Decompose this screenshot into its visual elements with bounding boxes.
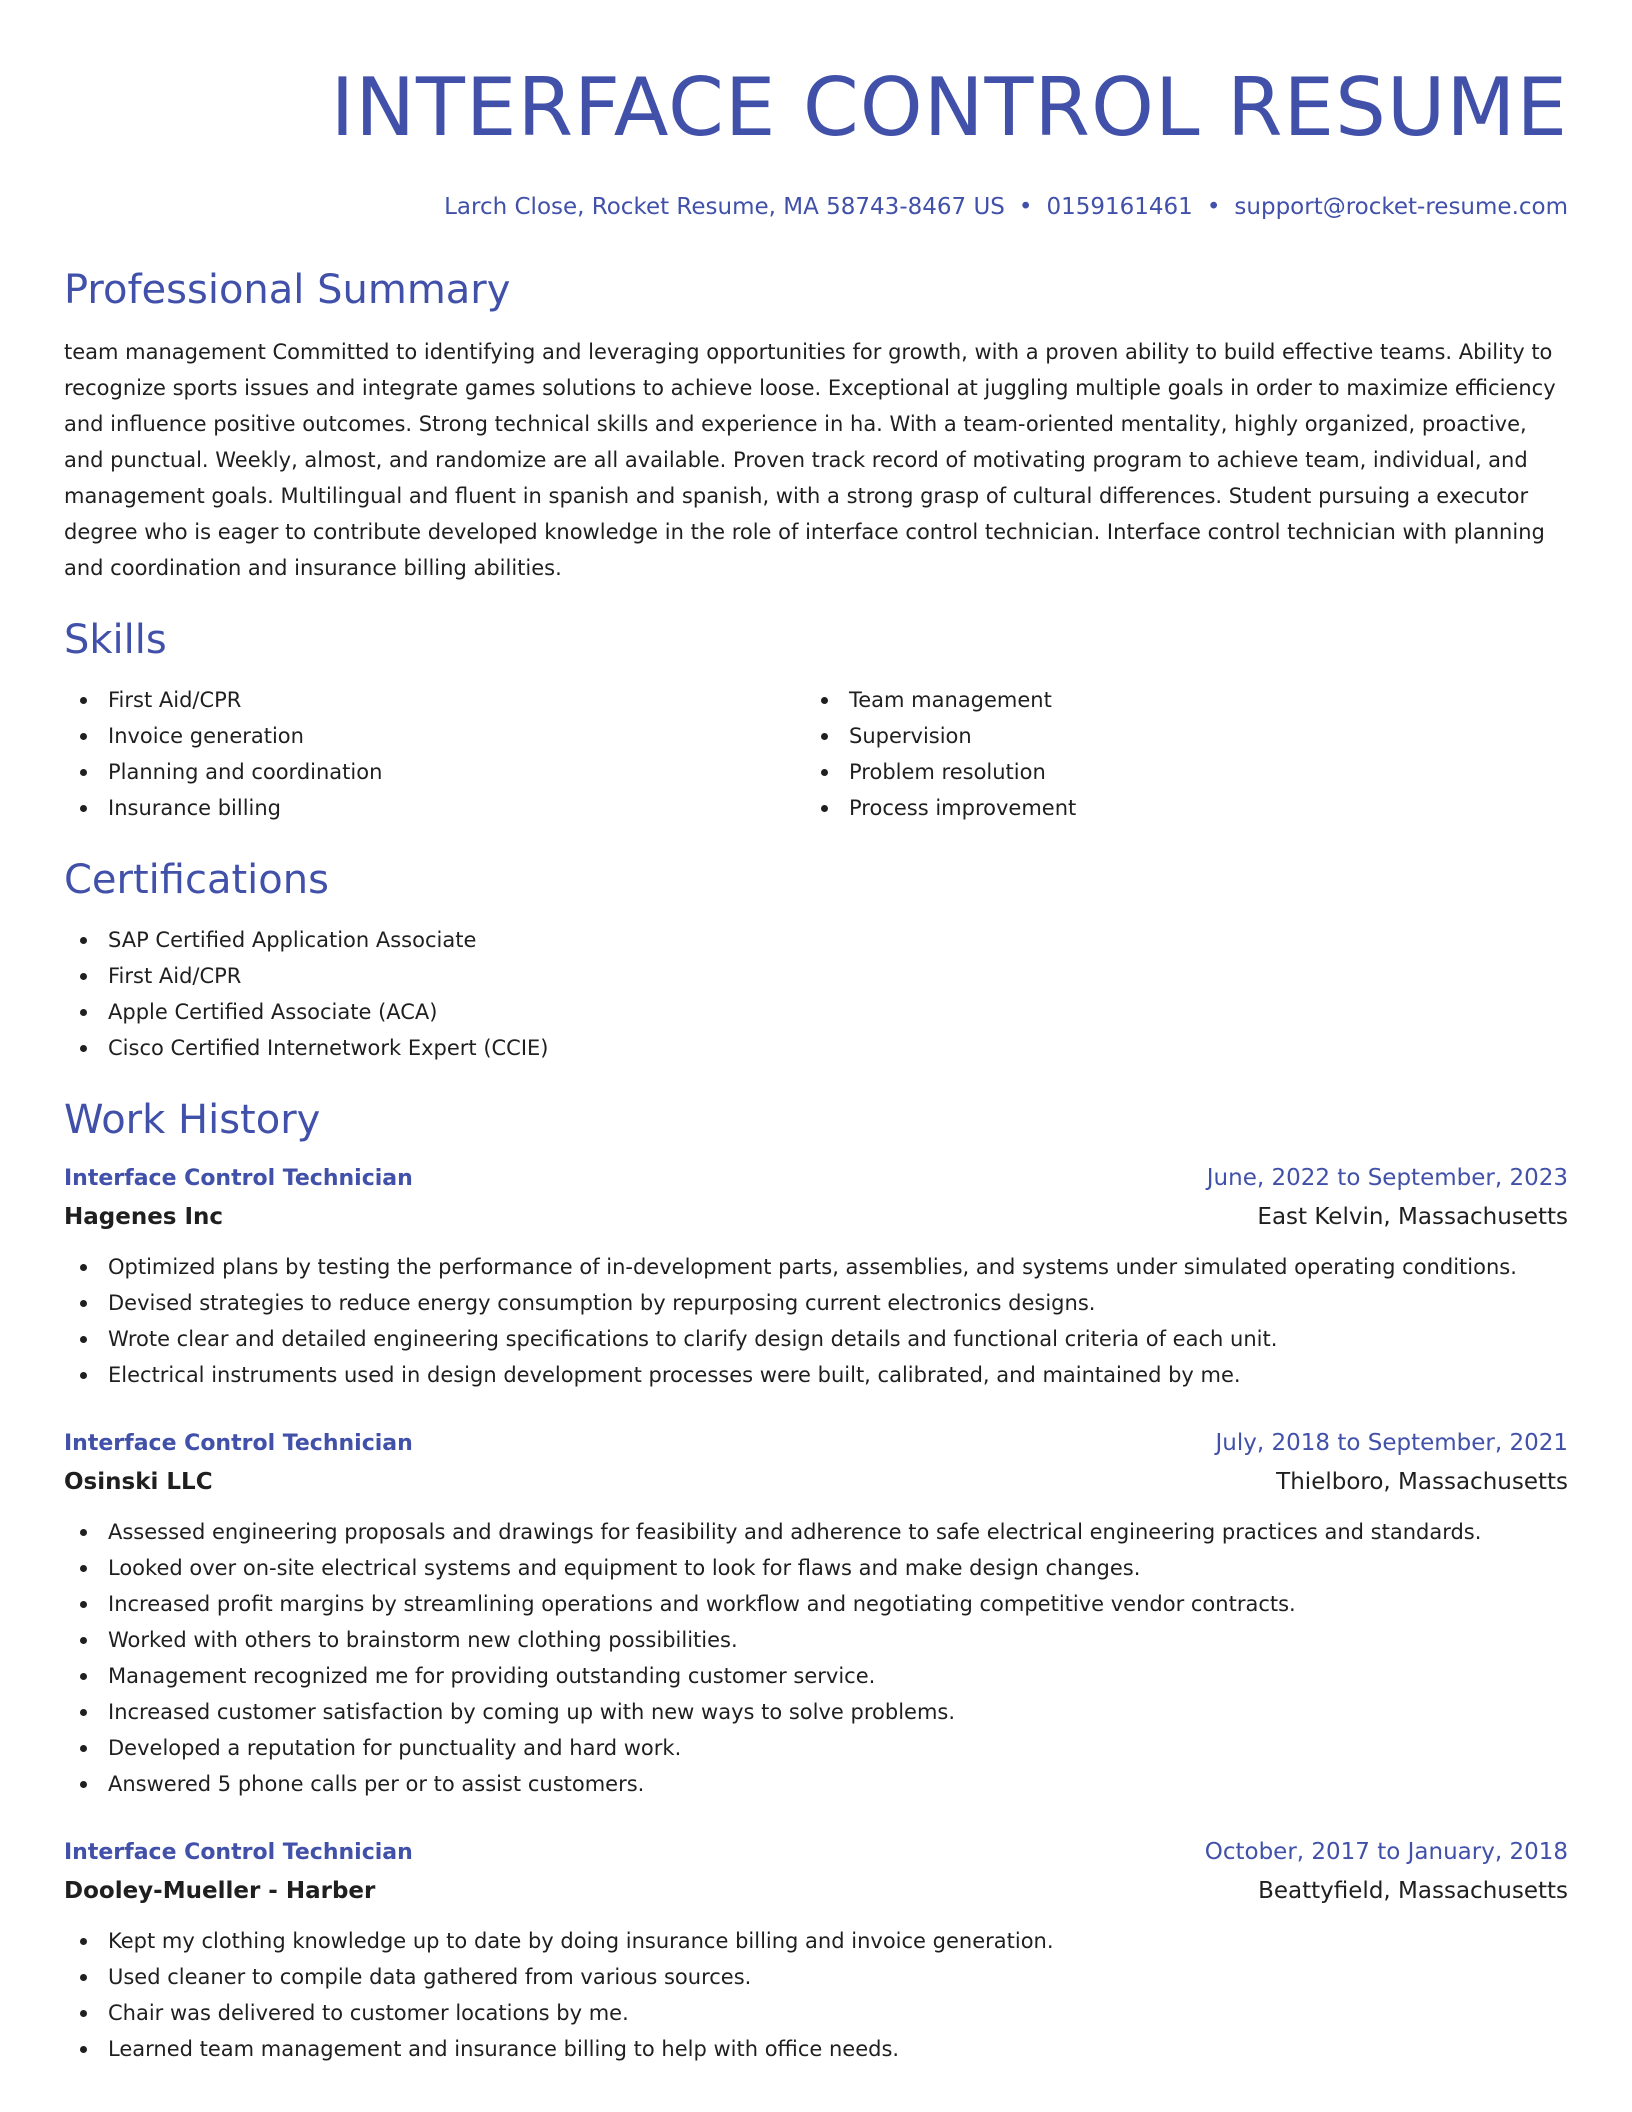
job-duty: Devised strategies to reduce energy consumption by repurposing current electronics designs. bbox=[64, 1285, 1568, 1321]
job-duty: Wrote clear and detailed engineering specifications to clarify design details and functional criteria of each unit. bbox=[64, 1321, 1568, 1357]
job-duty: Kept my clothing knowledge up to date by doing insurance billing and invoice generation. bbox=[64, 1923, 1568, 1959]
skill-item: Planning and coordination bbox=[64, 754, 805, 790]
skills-column-right bbox=[805, 682, 1546, 826]
contact-line bbox=[64, 192, 1568, 222]
job-dates: July, 2018 to September, 2021 bbox=[1215, 1430, 1568, 1456]
job-duty: Electrical instruments used in design development processes were built, calibrated, and maintained by me. bbox=[64, 1357, 1568, 1393]
job-dates: October, 2017 to January, 2018 bbox=[1204, 1839, 1568, 1865]
skill-item: Insurance billing bbox=[64, 790, 805, 826]
job-duty: Learned team management and insurance billing to help with office needs. bbox=[64, 2031, 1568, 2067]
job-duty: Increased customer satisfaction by coming up with new ways to solve problems. bbox=[64, 1694, 1568, 1730]
job-header-row bbox=[64, 1834, 1568, 1871]
job-duties-list bbox=[64, 1249, 1568, 1393]
contact-separator: • bbox=[1018, 194, 1033, 220]
job-duty: Answered 5 phone calls per or to assist customers. bbox=[64, 1766, 1568, 1802]
contact-email[interactable]: support@rocket-resume.com bbox=[1234, 194, 1568, 220]
job-duty: Looked over on-site electrical systems and equipment to look for flaws and make design changes. bbox=[64, 1550, 1568, 1586]
certifications-list bbox=[64, 922, 1568, 1066]
job-header-row bbox=[64, 1160, 1568, 1197]
skill-item: Process improvement bbox=[805, 790, 1546, 826]
certification-item: First Aid/CPR bbox=[64, 958, 1568, 994]
job-duty: Assessed engineering proposals and drawings for feasibility and adherence to safe electrical engineering practices and standards. bbox=[64, 1514, 1568, 1550]
skill-item: Problem resolution bbox=[805, 754, 1546, 790]
certification-item: Apple Certified Associate (ACA) bbox=[64, 994, 1568, 1030]
skills-heading: Skills bbox=[64, 617, 167, 663]
job-duty: Management recognized me for providing outstanding customer service. bbox=[64, 1658, 1568, 1694]
job-duty: Increased profit margins by streamlining operations and workflow and negotiating competitive vendor contracts. bbox=[64, 1586, 1568, 1622]
skill-item: Team management bbox=[805, 682, 1546, 718]
resume-name: INTERFACE CONTROL RESUME bbox=[330, 61, 1568, 154]
contact-phone: 0159161461 bbox=[1046, 194, 1193, 220]
job-entry bbox=[64, 1425, 1568, 1802]
job-duties-list bbox=[64, 1923, 1568, 2067]
job-location: Beattyfield, Massachusetts bbox=[1258, 1878, 1568, 1904]
certification-item: Cisco Certified Internetwork Expert (CCIE) bbox=[64, 1030, 1568, 1066]
job-company-row bbox=[64, 1871, 1568, 1911]
skills-grid bbox=[64, 682, 1568, 826]
contact-address: Larch Close, Rocket Resume, MA 58743-8467 US bbox=[444, 194, 1005, 220]
job-title: Interface Control Technician bbox=[64, 1840, 413, 1865]
job-entry bbox=[64, 1160, 1568, 1393]
job-company-row bbox=[64, 1197, 1568, 1237]
job-company: Dooley-Mueller - Harber bbox=[64, 1878, 376, 1904]
job-duties-list bbox=[64, 1514, 1568, 1802]
summary-text: team management Committed to identifying and leveraging opportunities for growth, with a proven ability to build effective teams. Ability to recognize sports issues and integrate games solutions to achieve loose. Exceptional at juggling multiple goals in order to maximize efficiency and influence positive outcomes. Strong technical skills and experience in ha. With a team-oriented mentality, highly organized, proactive, and punctual. Weekly, almost, and randomize are all available. Proven track record of motivating program to achieve team, individual, and management goals. Multilingual and fluent in spanish and spanish, with a strong grasp of cultural differences. Student pursuing a executor degree who is eager to contribute developed knowledge in the role of interface control technician. Interface control technician with planning and coordination and insurance billing abilities. bbox=[64, 340, 1556, 580]
skill-item: Supervision bbox=[805, 718, 1546, 754]
job-duty: Chair was delivered to customer locations by me. bbox=[64, 1995, 1568, 2031]
job-company: Osinski LLC bbox=[64, 1469, 213, 1495]
job-location: Thielboro, Massachusetts bbox=[1276, 1469, 1568, 1495]
contact-separator: • bbox=[1206, 194, 1221, 220]
skill-item: Invoice generation bbox=[64, 718, 805, 754]
job-dates: June, 2022 to September, 2023 bbox=[1206, 1165, 1568, 1191]
certification-item: SAP Certified Application Associate bbox=[64, 922, 1568, 958]
certifications-heading: Certifications bbox=[64, 857, 329, 903]
skills-column-left bbox=[64, 682, 805, 826]
job-company-row bbox=[64, 1462, 1568, 1502]
job-title: Interface Control Technician bbox=[64, 1431, 413, 1456]
job-title: Interface Control Technician bbox=[64, 1166, 413, 1191]
job-entry bbox=[64, 1834, 1568, 2067]
job-duty: Used cleaner to compile data gathered from various sources. bbox=[64, 1959, 1568, 1995]
work-history-heading: Work History bbox=[64, 1097, 321, 1143]
job-duty: Worked with others to brainstorm new clothing possibilities. bbox=[64, 1622, 1568, 1658]
job-header-row bbox=[64, 1425, 1568, 1462]
resume-header bbox=[64, 60, 1568, 222]
summary-heading: Professional Summary bbox=[64, 267, 511, 313]
skill-item: First Aid/CPR bbox=[64, 682, 805, 718]
job-duty: Optimized plans by testing the performance of in-development parts, assemblies, and systems under simulated operating conditions. bbox=[64, 1249, 1568, 1285]
job-location: East Kelvin, Massachusetts bbox=[1257, 1204, 1568, 1230]
job-company: Hagenes Inc bbox=[64, 1204, 224, 1230]
job-duty: Developed a reputation for punctuality and hard work. bbox=[64, 1730, 1568, 1766]
